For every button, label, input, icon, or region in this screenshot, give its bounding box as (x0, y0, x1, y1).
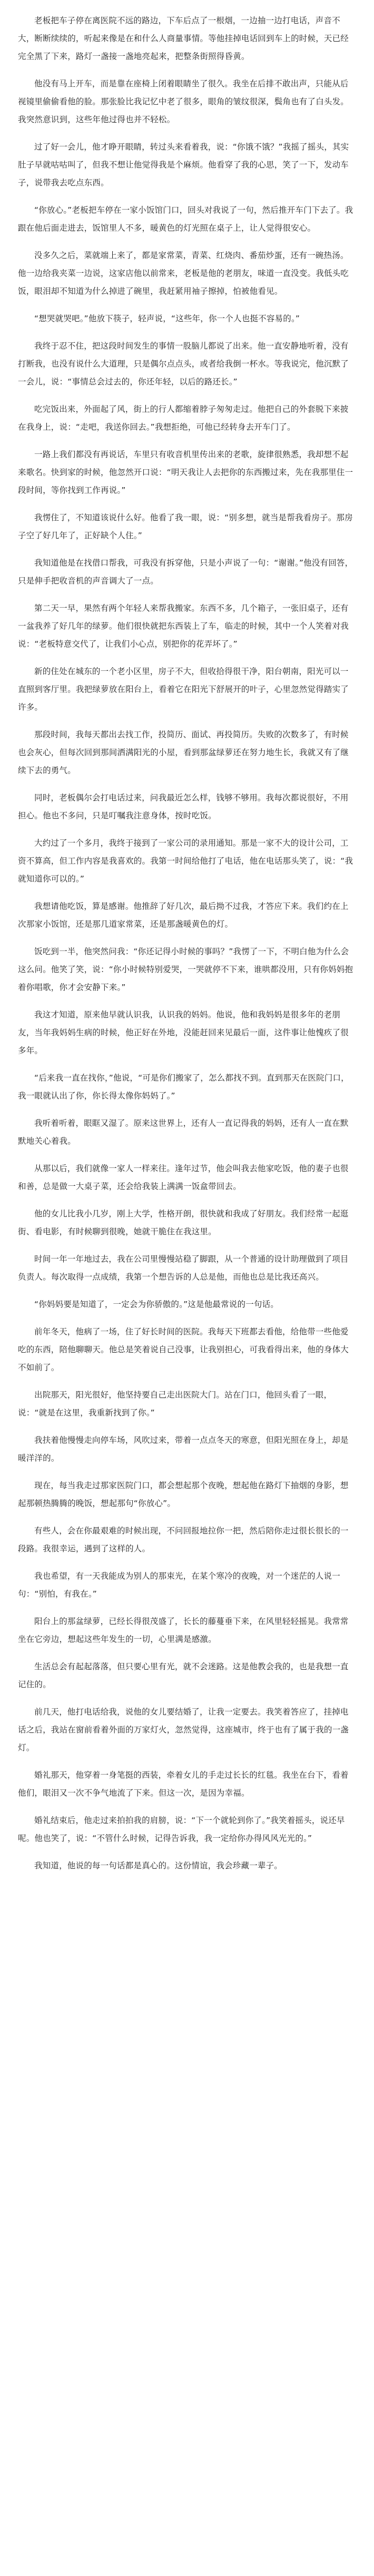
paragraph-spacer (18, 1693, 356, 1703)
paragraph: 时间一年一年地过去，我在公司里慢慢站稳了脚跟，从一个普通的设计助理做到了项目负责人。每次取得一点成绩，我第一个想告诉的人总是他，而他也总是比我还高兴。 (18, 1254, 349, 1282)
paragraph: 没多久之后，菜就端上来了，都是家常菜，青菜、红烧肉、番茄炒蛋，还有一碗热汤。他一边给我夹菜一边说，这家店他以前常来，老板是他的老朋友，味道一直没变。我低头吃饭，眼泪却不知道为什么掉进了碗里，我赶紧用袖子擦掉，怕被他看见。 (18, 251, 349, 296)
paragraph: 那段时间，我每天都出去找工作，投简历、面试、再投简历。失败的次数多了，有时候也会灰心，但每次回到那间洒满阳光的小屋，看到那盆绿萝还在努力地生长，我就又有了继续下去的勇气。 (18, 730, 349, 775)
paragraph-spacer (18, 1195, 356, 1205)
paragraph-spacer (18, 1422, 356, 1431)
paragraph: 我知道，他说的每一句话都是真心的。这份情谊，我会珍藏一辈子。 (34, 1861, 283, 1870)
paragraph: 婚礼结束后，他走过来拍拍我的肩膀，说：“下一个就轮到你了。”我笑着摇头，说还早呢。他也笑了，说：“不管什么时候，记得告诉我，我一定给你办得风风光光的。” (18, 1816, 345, 1843)
paragraph: 婚礼那天，他穿着一身笔挺的西装，牵着女儿的手走过长长的红毯。我坐在台下，看着他们，眼泪又一次不争气地流了下来。但这一次，是因为幸福。 (18, 1770, 349, 1798)
paragraph-spacer (18, 328, 356, 337)
paragraph: 我想请他吃饭，算是感谢。他推辞了好几次，最后拗不过我，才答应下来。我们约在上次那家小饭馆，还是那几道家常菜，还是那盏暖黄色的灯。 (18, 901, 349, 929)
paragraph-spacer (18, 1558, 356, 1567)
paragraph: 同时，老板偶尔会打电话过来，问我最近怎么样，钱够不够用。我每次都说很好，不用担心。他也不多问，只是叮嘱我注意身体，按时吃饭。 (18, 793, 349, 820)
paragraph: 前几天，他打电话给我，说他的女儿要结婚了，让我一定要去。我笑着答应了，挂掉电话之后，我站在窗前看着外面的万家灯火，忽然觉得，这座城市，终于也有了属于我的一盏灯。 (18, 1707, 349, 1752)
paragraph: 他没有马上开车，而是靠在座椅上闭着眼睛坐了很久。我坐在后排不敢出声，只能从后视镜里偷偷看他的脸。那张脸比我记忆中老了很多，眼角的皱纹很深，鬓角也有了白头发。我突然意识到，这些年他过得也并不轻松。 (18, 79, 349, 124)
paragraph-spacer (18, 779, 356, 789)
paragraph-spacer (18, 300, 356, 310)
paragraph: 现在，每当我走过那家医院门口，都会想起那个夜晚，想起他在路灯下抽烟的身影，想起那顿热腾腾的晚饭，想起那句“你放心”。 (18, 1481, 349, 1508)
paragraph-spacer (18, 128, 356, 138)
paragraph: 新的住处在城东的一个老小区里，房子不大，但收拾得很干净，阳台朝南，阳光可以一直照到客厅里。我把绿萝放在阳台上，看着它在阳光下舒展开的叶子，心里忽然觉得踏实了许多。 (18, 667, 349, 712)
paragraph-spacer (18, 192, 356, 201)
paragraph-spacer (18, 716, 356, 726)
paragraph-spacer (18, 544, 356, 554)
paragraph: 他的女儿比我小几岁，刚上大学，性格开朗，很快就和我成了好朋友。我们经常一起逛街、看电影，有时候聊到很晚，她就干脆住在我这里。 (18, 1209, 349, 1236)
paragraph: 阳台上的那盆绿萝，已经长得很茂盛了，长长的藤蔓垂下来，在风里轻轻摇晃。我常常坐在它旁边，想起这些年发生的一切，心里满是感激。 (18, 1617, 349, 1644)
paragraph-spacer (18, 1467, 356, 1477)
paragraph-spacer (18, 1241, 356, 1250)
paragraph: 我知道他是在找借口帮我，可我没有拆穿他，只是小声说了一句：“谢谢。”他没有回答，只是伸手把收音机的声音调大了一点。 (18, 558, 353, 586)
paragraph-spacer (18, 1603, 356, 1612)
paragraph-spacer (18, 1757, 356, 1766)
paragraph: “想哭就哭吧。”他放下筷子，轻声说，“这些年，你一个人也挺不容易的。” (34, 314, 300, 323)
paragraph-spacer (18, 499, 356, 509)
paragraph: “你妈妈要是知道了，一定会为你骄傲的。”这是他最常说的一句话。 (34, 1300, 279, 1309)
paragraph-spacer (18, 1313, 356, 1323)
paragraph: “后来我一直在找你，”他说，“可是你们搬家了，怎么都找不到。直到那天在医院门口，我一眼就认出了你，你长得太像你妈妈了。” (18, 1073, 349, 1101)
paragraph-spacer (18, 436, 356, 445)
paragraph: 生活总会有起起落落，但只要心里有光，就不会迷路。这是他教会我的，也是我想一直记住的。 (18, 1662, 349, 1689)
paragraph-spacer (18, 888, 356, 897)
paragraph-spacer (18, 1847, 356, 1857)
paragraph-spacer (18, 391, 356, 400)
paragraph: 第二天一早，果然有两个年轻人来帮我搬家。东西不多，几个箱子，一张旧桌子，还有一盆我养了好几年的绿萝。他们很快就把东西装上了车，临走的时候，其中一个人笑着对我说：“老板特意交代了，让我们小心点，别把你的花弄坏了。” (18, 603, 349, 649)
paragraph-spacer (18, 653, 356, 662)
paragraph-spacer (18, 1512, 356, 1522)
paragraph-spacer (18, 1802, 356, 1811)
paragraph-spacer (18, 590, 356, 599)
paragraph-spacer (18, 933, 356, 943)
paragraph: 饭吃到一半，他突然问我：“你还记得小时候的事吗？”我愣了一下，不明白他为什么会这么问。他笑了笑，说：“你小时候特别爱哭，一哭就停不下来，谁哄都没用，只有你妈妈抱着你唱歌，你才会安静下来。” (18, 947, 353, 992)
paragraph: 我终于忍不住，把这段时间发生的事情一股脑儿都说了出来。他一直安静地听着，没有打断我，也没有说什么大道理，只是偶尔点点头，或者给我倒一杯水。等我说完，他沉默了一会儿，说：“事情总会过去的，你还年轻，以后的路还长。” (18, 341, 349, 387)
paragraph-spacer (18, 237, 356, 246)
paragraph: 我也希望，有一天我能成为别人的那束光，在某个寒冷的夜晚，对一个迷茫的人说一句：“别怕，有我在。” (18, 1571, 340, 1599)
paragraph: 我这才知道，原来他早就认识我，认识我的妈妈。他说，他和我妈妈是很多年的老朋友，当年我妈妈生病的时候，他正好在外地，没能赶回来见最后一面，这件事让他愧疚了很多年。 (18, 1010, 349, 1055)
paragraph-spacer (18, 65, 356, 75)
paragraph: 一路上我们都没有再说话，车里只有收音机里传出来的老歌，旋律很熟悉，我却想不起来歌名。快到家的时候，他忽然开口说：“明天我让人去把你的东西搬过来，先在我那里住一段时间，等你找到工作再说。” (18, 450, 353, 495)
paragraph: 出院那天，阳光很好，他坚持要自己走出医院大门。站在门口，他回头看了一眼，说：“就是在这里，我重新找到了你。” (18, 1390, 332, 1418)
paragraph-spacer (18, 1105, 356, 1114)
paragraph: 过了好一会儿，他才睁开眼睛，转过头来看着我，说：“你饿不饿？”我摇了摇头，其实肚子早就咕咕叫了，但我不想让他觉得我是个麻烦。他看穿了我的心思，笑了一下，发动车子，说带我去吃点东西。 (18, 142, 349, 187)
paragraph-spacer (18, 996, 356, 1006)
paragraph: 前年冬天，他病了一场，住了好长时间的医院。我每天下班都去看他，给他带一些他爱吃的东西，陪他聊聊天。他总是笑着说自己没事，让我别担心，可我看得出来，他的身体大不如前了。 (18, 1327, 349, 1372)
paragraph: 从那以后，我们就像一家人一样来往。逢年过节，他会叫我去他家吃饭，他的妻子也很和善，总是做一大桌子菜，还会给我装上满满一饭盒带回去。 (18, 1164, 349, 1191)
paragraph-spacer (18, 825, 356, 834)
paragraph-spacer (18, 1150, 356, 1160)
paragraph-spacer (18, 1286, 356, 1295)
paragraph-spacer (18, 1376, 356, 1386)
paragraph: 我愣住了，不知道该说什么好。他看了我一眼，说：“别多想，就当是帮我看房子。那房子空了好几年了，正好缺个人住。” (18, 513, 353, 540)
paragraph: 我扶着他慢慢走向停车场，风吹过来，带着一点点冬天的寒意，但阳光照在身上，却是暖洋洋的。 (18, 1435, 349, 1463)
paragraph-spacer (18, 1059, 356, 1069)
paragraph: 我听着听着，眼眶又湿了。原来这世界上，还有人一直记得我的妈妈，还有人一直在默默地关心着我。 (18, 1118, 349, 1146)
paragraph: 大约过了一个多月，我终于接到了一家公司的录用通知。那是一家不大的设计公司，工资不算高，但工作内容是我喜欢的。我第一时间给他打了电话，他在电话那头笑了，说：“我就知道你可以的。” (18, 838, 353, 884)
paragraph: “你放心。”老板把车停在一家小饭馆门口，回头对我说了一句，然后推开车门下去了。我跟在他后面走进去，饭馆里人不多，暖黄色的灯光照在桌子上，让人觉得很安心。 (18, 205, 353, 233)
paragraph: 老板把车子停在离医院不远的路边，下车后点了一根烟，一边抽一边打电话，声音不大，断断续续的，听起来像是在和什么人商量事情。等他挂掉电话回到车上的时候，天已经完全黑了下来，路灯一盏接一盏地亮起来，把整条街照得昏黄。 (18, 16, 349, 61)
paragraph: 有些人，会在你最艰难的时候出现，不问回报地拉你一把，然后陪你走过很长很长的一段路。我很幸运，遇到了这样的人。 (18, 1526, 349, 1553)
paragraph: 吃完饭出来，外面起了风，街上的行人都缩着脖子匆匆走过。他把自己的外套脱下来披在我身上，说：“走吧，我送你回去。”我想拒绝，可他已经转身去开车门了。 (18, 404, 349, 432)
paragraph-spacer (18, 1648, 356, 1658)
